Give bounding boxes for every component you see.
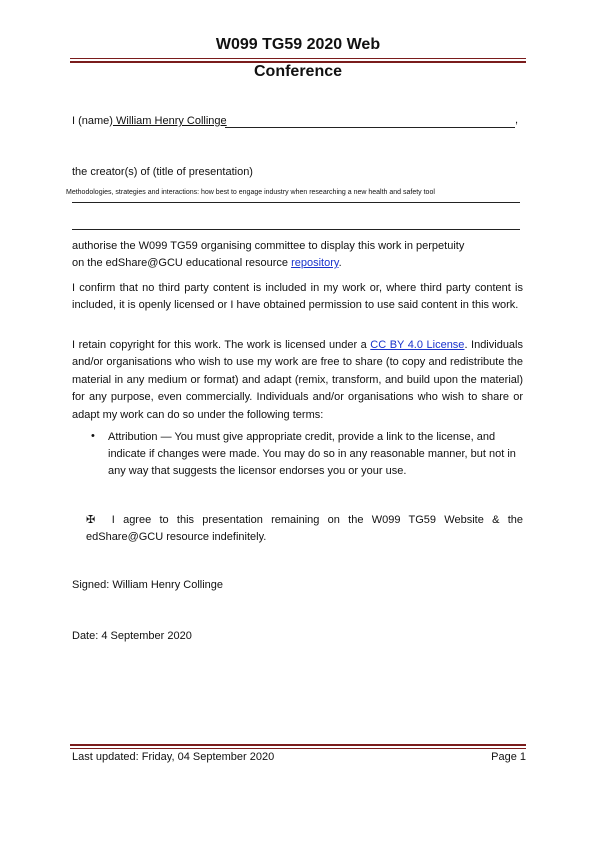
document-title-line2: Conference xyxy=(253,63,343,80)
presentation-title-underline-1 xyxy=(72,202,520,203)
attribution-bullet-text: Attribution — You must give appropriate credit, provide a link to the license, and indicate if changes were made. You may do so in any reasonable manner, but not in any way that suggests the licensor endorses you or your use. xyxy=(108,431,516,477)
name-line xyxy=(72,115,227,127)
authorise-line2-end: . xyxy=(338,257,342,269)
signed-line: Signed: William Henry Collinge xyxy=(72,579,224,591)
name-field-value[interactable]: William Henry Collinge xyxy=(112,115,227,127)
creator-label: the creator(s) of (title of presentation) xyxy=(72,166,253,178)
presentation-title-value[interactable]: Methodologies, strategies and interactions: how best to engage industry when researching a new health and safety tool xyxy=(66,189,435,196)
authorise-line1: authorise the W099 TG59 organising committee to display this work in perpetuity xyxy=(72,240,465,252)
agreement-text: I agree to this presentation remaining on the W099 TG59 Website & the edShare@GCU resource indefinitely. xyxy=(86,514,523,543)
presentation-title-underline-2 xyxy=(72,229,520,230)
copyright-text-end: . Individuals and/or organisations who wish to use my work are free to share (to copy and redistribute the material in any medium or format) and adapt (remix, transform, and build upon the material) for any purpose, even commercially. Individuals and/or organisations who wish to share or adapt my work can do so under the following terms: xyxy=(72,339,523,421)
name-prefix: I (name) xyxy=(72,115,113,127)
footer-rule xyxy=(70,744,526,749)
bullet-glyph: • xyxy=(91,430,95,442)
copyright-paragraph xyxy=(72,337,523,424)
footer-page-number: Page 1 xyxy=(491,751,526,763)
name-suffix: , xyxy=(515,114,519,126)
agreement-checkbox-icon[interactable]: ✠ xyxy=(86,514,96,526)
repository-link[interactable]: repository xyxy=(291,257,339,269)
agreement-item xyxy=(86,512,523,546)
authorise-line2-text: on the edShare@GCU educational resource xyxy=(72,257,292,269)
name-field-underline xyxy=(225,127,515,128)
cc-license-link[interactable]: CC BY 4.0 License xyxy=(370,339,465,351)
copyright-text-start: I retain copyright for this work. The work is licensed under a xyxy=(72,339,371,351)
date-line: Date: 4 September 2020 xyxy=(72,630,192,642)
document-title-line1: W099 TG59 2020 Web xyxy=(215,36,381,53)
authorise-line2 xyxy=(72,257,342,269)
footer-last-updated: Last updated: Friday, 04 September 2020 xyxy=(72,751,275,763)
third-party-paragraph: I confirm that no third party content is included in my work or, where third party content is included, it is openly licensed or I have obtained permission to use said content in this work. xyxy=(72,282,523,312)
